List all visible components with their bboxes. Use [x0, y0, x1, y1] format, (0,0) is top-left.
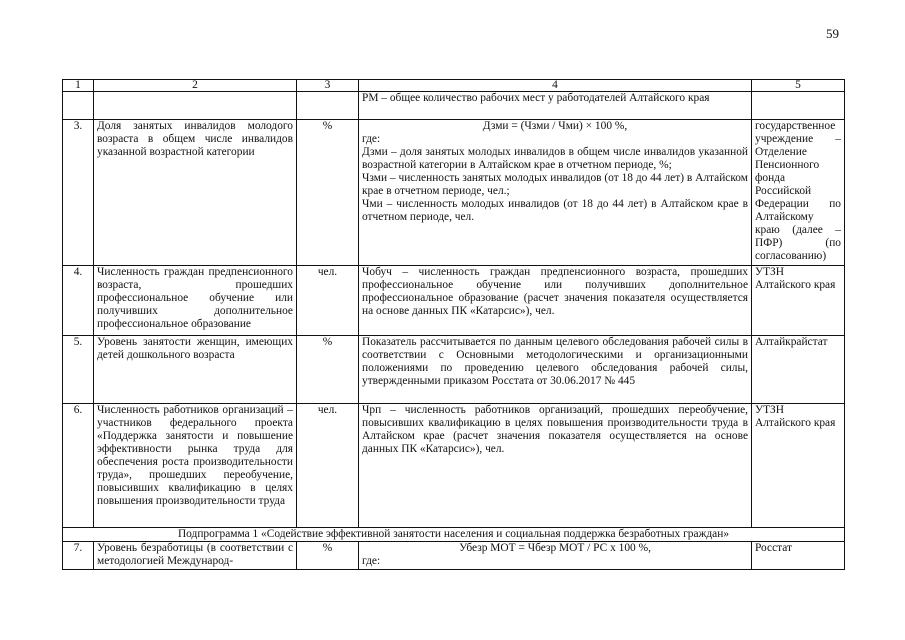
source-cell: Алтайкрайстат	[752, 336, 845, 404]
row-number	[63, 92, 94, 120]
method-text: Дзми – доля занятых молодых инвалидов в общем числе инвалидов указанной возрастной категории в Алтайском крае в отчетном периоде, %;	[362, 146, 748, 171]
method-cell	[359, 542, 752, 570]
source-cell: УТЗН Алтайского края	[752, 404, 845, 528]
unit-cell: %	[297, 120, 359, 266]
indicator-name: Уровень занятости женщин, имеющих детей дошкольного возраста	[94, 336, 297, 404]
indicator-name: Численность граждан предпенсионного возраста, прошедших профессиональное обучение или получивших дополнительное профессиональное образование	[94, 266, 297, 336]
method-text: Чрп – численность работников организаций, прошедших переобучение, повысивших квалификацию в целях повышения производительности труда в Алтайском крае (расчет значения показателя осуществляется на основе данных ПК «Катарсис»), чел.	[362, 404, 748, 455]
source-cell	[752, 92, 845, 120]
row-number: 3.	[63, 120, 94, 266]
indicators-table	[62, 79, 845, 570]
method-text: Чми – численность молодых инвалидов (от 18 до 44 лет) в Алтайском крае в отчетном периоде, чел.	[362, 198, 748, 223]
table-row	[63, 404, 845, 528]
column-number: 3	[297, 80, 359, 92]
method-text: где:	[362, 133, 381, 145]
unit-cell	[297, 92, 359, 120]
method-cell	[359, 404, 752, 528]
table-row	[63, 92, 845, 120]
subprogram-title: Подпрограмма 1 «Содействие эффективной занятости населения и социальная поддержка безработных граждан»	[63, 528, 845, 542]
formula: Дзми = (Чзми / Чми) × 100 %,	[482, 120, 628, 132]
indicator-name	[94, 92, 297, 120]
table-row	[63, 120, 845, 266]
method-cell	[359, 336, 752, 404]
method-text: Чзми – численность занятых молодых инвалидов (от 18 до 44 лет) в Алтайском крае в отчетном периоде, чел.;	[362, 172, 748, 197]
column-number: 5	[752, 80, 845, 92]
unit-cell: чел.	[297, 266, 359, 336]
indicator-name: Доля занятых инвалидов молодого возраста в общем числе инвалидов указанной возрастной категории	[94, 120, 297, 266]
row-number: 7.	[63, 542, 94, 570]
unit-cell: %	[297, 336, 359, 404]
source-cell: УТЗН Алтайского края	[752, 266, 845, 336]
method-cell	[359, 266, 752, 336]
page-number: 59	[826, 26, 839, 41]
formula: Убезр МОТ = Чбезр МОТ / РС х 100 %,	[459, 542, 651, 554]
column-number: 1	[63, 80, 94, 92]
method-cell	[359, 92, 752, 120]
row-number: 5.	[63, 336, 94, 404]
column-number-row	[63, 80, 845, 92]
column-number: 4	[359, 80, 752, 92]
method-text: Показатель рассчитывается по данным целевого обследования рабочей силы в соответствии с Основными методологическими и организационными положениями по проведению целевого обследования рабочей силы, утвержденными приказом Росстата от 30.06.2017 № 445	[362, 336, 748, 387]
method-text: где:	[362, 555, 381, 567]
column-number: 2	[94, 80, 297, 92]
table-row	[63, 542, 845, 570]
indicator-name: Уровень безработицы (в соответствии с методологией Международ-	[94, 542, 297, 570]
subprogram-row	[63, 528, 845, 542]
method-text: РМ – общее количество рабочих мест у работодателей Алтайского края	[362, 92, 710, 104]
unit-cell: чел.	[297, 404, 359, 528]
row-number: 4.	[63, 266, 94, 336]
table-row	[63, 336, 845, 404]
source-cell: Росстат	[752, 542, 845, 570]
source-cell: государственное учреждение – Отделение Пенсионного фонда Российской Федерации по Алтайскому краю (далее – ПФР) (по согласованию)	[752, 120, 845, 266]
row-number: 6.	[63, 404, 94, 528]
method-text: Чобуч – численность граждан предпенсионного возраста, прошедших профессиональное обучение или получивших дополнительное профессиональное образование (расчет значения показателя осуществляется на основе данных ПК «Катарсис»), чел.	[362, 266, 748, 317]
unit-cell: %	[297, 542, 359, 570]
table-row	[63, 266, 845, 336]
indicator-name: Численность работников организаций – участников федерального проекта «Поддержка занятости и повышение эффективности рынка труда для обеспечения роста производительности труда», прошедших переобучение, повысивших квалификацию в целях повышения производительности труда	[94, 404, 297, 528]
method-cell	[359, 120, 752, 266]
